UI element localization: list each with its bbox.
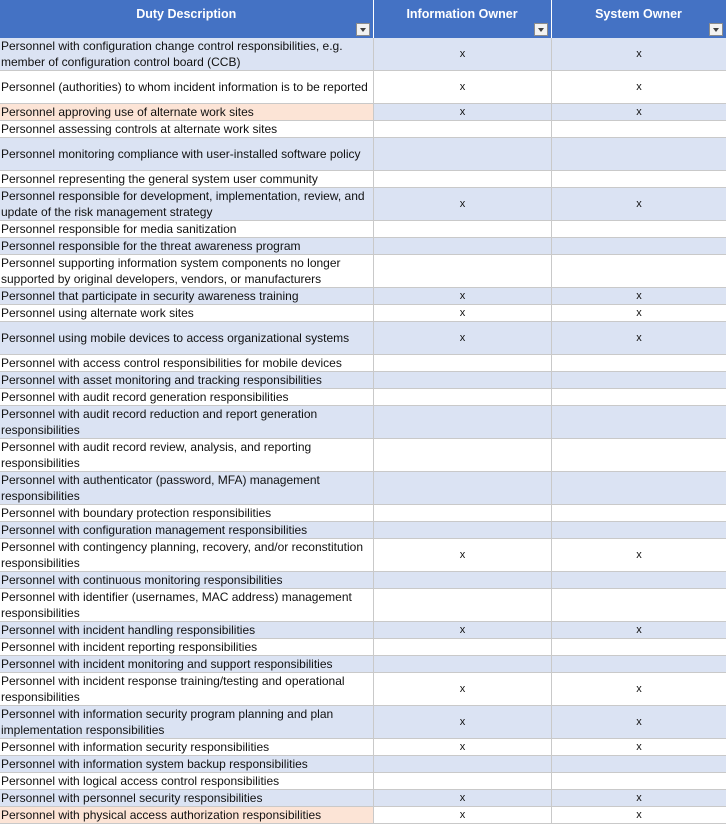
info-owner-cell[interactable]	[373, 522, 551, 539]
table-row[interactable]	[0, 355, 726, 372]
filter-dropdown-icon[interactable]	[534, 23, 548, 36]
duty-cell[interactable]: Personnel with asset monitoring and tracking responsibilities	[0, 372, 373, 389]
table-row[interactable]	[0, 389, 726, 406]
duty-cell[interactable]: Personnel approving use of alternate work sites	[0, 104, 373, 121]
table-row[interactable]	[0, 472, 726, 505]
info-owner-cell[interactable]	[373, 472, 551, 505]
table-row[interactable]	[0, 238, 726, 255]
header-duty-label: Duty Description	[136, 7, 237, 21]
info-owner-cell[interactable]	[373, 639, 551, 656]
duty-cell[interactable]: Personnel with incident reporting responsibilities	[0, 639, 373, 656]
table-row[interactable]	[0, 406, 726, 439]
duty-cell[interactable]: Personnel with incident handling responsibilities	[0, 622, 373, 639]
info-owner-cell[interactable]	[373, 589, 551, 622]
system-owner-cell[interactable]	[551, 171, 726, 188]
duty-cell[interactable]: Personnel (authorities) to whom incident information is to be reported	[0, 71, 373, 104]
info-owner-cell[interactable]	[373, 389, 551, 406]
system-owner-cell[interactable]: x	[551, 790, 726, 807]
system-owner-cell[interactable]	[551, 406, 726, 439]
duty-cell[interactable]: Personnel using alternate work sites	[0, 305, 373, 322]
table-row[interactable]	[0, 322, 726, 355]
info-owner-cell[interactable]: x	[373, 288, 551, 305]
system-owner-cell[interactable]	[551, 355, 726, 372]
info-owner-cell[interactable]: x	[373, 790, 551, 807]
table-row[interactable]	[0, 673, 726, 706]
table-row[interactable]	[0, 255, 726, 288]
table-row[interactable]	[0, 104, 726, 121]
duty-cell[interactable]: Personnel responsible for media sanitization	[0, 221, 373, 238]
info-owner-cell[interactable]: x	[373, 706, 551, 739]
info-owner-cell[interactable]	[373, 773, 551, 790]
table-row[interactable]	[0, 288, 726, 305]
info-owner-cell[interactable]	[373, 756, 551, 773]
duty-cell[interactable]: Personnel with information security program planning and plan implementation responsibilities	[0, 706, 373, 739]
info-owner-cell[interactable]: x	[373, 305, 551, 322]
table-row[interactable]	[0, 38, 726, 71]
info-owner-cell[interactable]: x	[373, 539, 551, 572]
duty-cell[interactable]: Personnel with identifier (usernames, MAC address) management responsibilities	[0, 589, 373, 622]
info-owner-cell[interactable]	[373, 121, 551, 138]
duty-cell[interactable]: Personnel with configuration management responsibilities	[0, 522, 373, 539]
table-row[interactable]	[0, 706, 726, 739]
duty-cell[interactable]: Personnel with information system backup responsibilities	[0, 756, 373, 773]
system-owner-cell[interactable]: x	[551, 288, 726, 305]
info-owner-cell[interactable]: x	[373, 104, 551, 121]
system-owner-cell[interactable]: x	[551, 104, 726, 121]
system-owner-cell[interactable]: x	[551, 305, 726, 322]
system-owner-cell[interactable]	[551, 138, 726, 171]
info-owner-cell[interactable]: x	[373, 71, 551, 104]
info-owner-cell[interactable]	[373, 572, 551, 589]
system-owner-cell[interactable]: x	[551, 188, 726, 221]
duty-cell[interactable]: Personnel with incident monitoring and support responsibilities	[0, 656, 373, 673]
duty-cell[interactable]: Personnel with information security responsibilities	[0, 739, 373, 756]
system-owner-cell[interactable]	[551, 656, 726, 673]
duty-cell[interactable]: Personnel with incident response training/testing and operational responsibilities	[0, 673, 373, 706]
system-owner-cell[interactable]	[551, 756, 726, 773]
system-owner-cell[interactable]	[551, 522, 726, 539]
system-owner-cell[interactable]: x	[551, 673, 726, 706]
system-owner-cell[interactable]: x	[551, 71, 726, 104]
duty-cell[interactable]: Personnel with access control responsibilities for mobile devices	[0, 355, 373, 372]
table-row[interactable]	[0, 188, 726, 221]
info-owner-cell[interactable]	[373, 372, 551, 389]
duty-cell[interactable]: Personnel responsible for development, implementation, review, and update of the risk management strategy	[0, 188, 373, 221]
table-row[interactable]	[0, 439, 726, 472]
table-row[interactable]	[0, 121, 726, 138]
info-owner-cell[interactable]	[373, 255, 551, 288]
system-owner-cell[interactable]: x	[551, 622, 726, 639]
system-owner-cell[interactable]	[551, 589, 726, 622]
system-owner-cell[interactable]: x	[551, 38, 726, 71]
info-owner-cell[interactable]: x	[373, 38, 551, 71]
duty-cell[interactable]: Personnel with logical access control responsibilities	[0, 773, 373, 790]
system-owner-cell[interactable]	[551, 238, 726, 255]
duty-cell[interactable]: Personnel responsible for the threat awareness program	[0, 238, 373, 255]
system-owner-cell[interactable]	[551, 372, 726, 389]
info-owner-cell[interactable]	[373, 406, 551, 439]
header-duty-description	[0, 0, 373, 38]
info-owner-cell[interactable]	[373, 238, 551, 255]
system-owner-cell[interactable]	[551, 505, 726, 522]
header-system-owner-label: System Owner	[595, 7, 682, 21]
filter-dropdown-icon[interactable]	[356, 23, 370, 36]
table-row[interactable]	[0, 539, 726, 572]
system-owner-cell[interactable]: x	[551, 322, 726, 355]
table-row[interactable]	[0, 305, 726, 322]
table-row[interactable]	[0, 790, 726, 807]
info-owner-cell[interactable]: x	[373, 807, 551, 824]
duty-cell[interactable]: Personnel monitoring compliance with user-installed software policy	[0, 138, 373, 171]
table-row[interactable]	[0, 221, 726, 238]
system-owner-cell[interactable]	[551, 639, 726, 656]
info-owner-cell[interactable]	[373, 221, 551, 238]
table-row[interactable]	[0, 71, 726, 104]
duty-cell[interactable]: Personnel using mobile devices to access organizational systems	[0, 322, 373, 355]
duty-cell[interactable]: Personnel representing the general system user community	[0, 171, 373, 188]
system-owner-cell[interactable]: x	[551, 739, 726, 756]
info-owner-cell[interactable]	[373, 138, 551, 171]
system-owner-cell[interactable]: x	[551, 706, 726, 739]
system-owner-cell[interactable]	[551, 255, 726, 288]
duty-cell[interactable]: Personnel with authenticator (password, MFA) management responsibilities	[0, 472, 373, 505]
info-owner-cell[interactable]	[373, 355, 551, 372]
system-owner-cell[interactable]	[551, 572, 726, 589]
filter-dropdown-icon[interactable]	[709, 23, 723, 36]
duty-cell[interactable]: Personnel with audit record generation responsibilities	[0, 389, 373, 406]
table-row[interactable]	[0, 622, 726, 639]
table-row[interactable]	[0, 572, 726, 589]
duty-cell[interactable]: Personnel with physical access authorization responsibilities	[0, 807, 373, 824]
duty-cell[interactable]: Personnel that participate in security awareness training	[0, 288, 373, 305]
system-owner-cell[interactable]: x	[551, 807, 726, 824]
system-owner-cell[interactable]	[551, 121, 726, 138]
info-owner-cell[interactable]	[373, 505, 551, 522]
header-system-owner	[551, 0, 726, 38]
info-owner-cell[interactable]: x	[373, 673, 551, 706]
duty-cell[interactable]: Personnel assessing controls at alternate work sites	[0, 121, 373, 138]
table-row[interactable]	[0, 138, 726, 171]
duty-cell[interactable]: Personnel with continuous monitoring responsibilities	[0, 572, 373, 589]
system-owner-cell[interactable]	[551, 389, 726, 406]
system-owner-cell[interactable]	[551, 472, 726, 505]
duty-cell[interactable]: Personnel with audit record review, analysis, and reporting responsibilities	[0, 439, 373, 472]
header-row	[0, 0, 726, 38]
duty-cell[interactable]: Personnel with contingency planning, recovery, and/or reconstitution responsibilities	[0, 539, 373, 572]
system-owner-cell[interactable]	[551, 773, 726, 790]
info-owner-cell[interactable]: x	[373, 622, 551, 639]
system-owner-cell[interactable]	[551, 221, 726, 238]
info-owner-cell[interactable]: x	[373, 322, 551, 355]
info-owner-cell[interactable]	[373, 171, 551, 188]
duty-cell[interactable]: Personnel with personnel security responsibilities	[0, 790, 373, 807]
table-row[interactable]	[0, 656, 726, 673]
duty-cell[interactable]: Personnel with boundary protection responsibilities	[0, 505, 373, 522]
duty-cell[interactable]: Personnel with audit record reduction and report generation responsibilities	[0, 406, 373, 439]
system-owner-cell[interactable]: x	[551, 539, 726, 572]
table-row[interactable]	[0, 589, 726, 622]
header-info-owner-label: Information Owner	[406, 7, 518, 21]
duty-cell[interactable]: Personnel supporting information system components no longer supported by original developers, vendors, or manufacturers	[0, 255, 373, 288]
table-row[interactable]	[0, 773, 726, 790]
table-row[interactable]	[0, 372, 726, 389]
info-owner-cell[interactable]: x	[373, 188, 551, 221]
table-row[interactable]	[0, 171, 726, 188]
table-row[interactable]	[0, 756, 726, 773]
table-row[interactable]	[0, 739, 726, 756]
header-information-owner	[373, 0, 551, 38]
table-row[interactable]	[0, 807, 726, 824]
info-owner-cell[interactable]	[373, 656, 551, 673]
duty-cell[interactable]: Personnel with configuration change control responsibilities, e.g. member of configuration control board (CCB)	[0, 38, 373, 71]
table-row[interactable]	[0, 505, 726, 522]
info-owner-cell[interactable]: x	[373, 739, 551, 756]
table-row[interactable]	[0, 522, 726, 539]
system-owner-cell[interactable]	[551, 439, 726, 472]
info-owner-cell[interactable]	[373, 439, 551, 472]
table-row[interactable]	[0, 639, 726, 656]
